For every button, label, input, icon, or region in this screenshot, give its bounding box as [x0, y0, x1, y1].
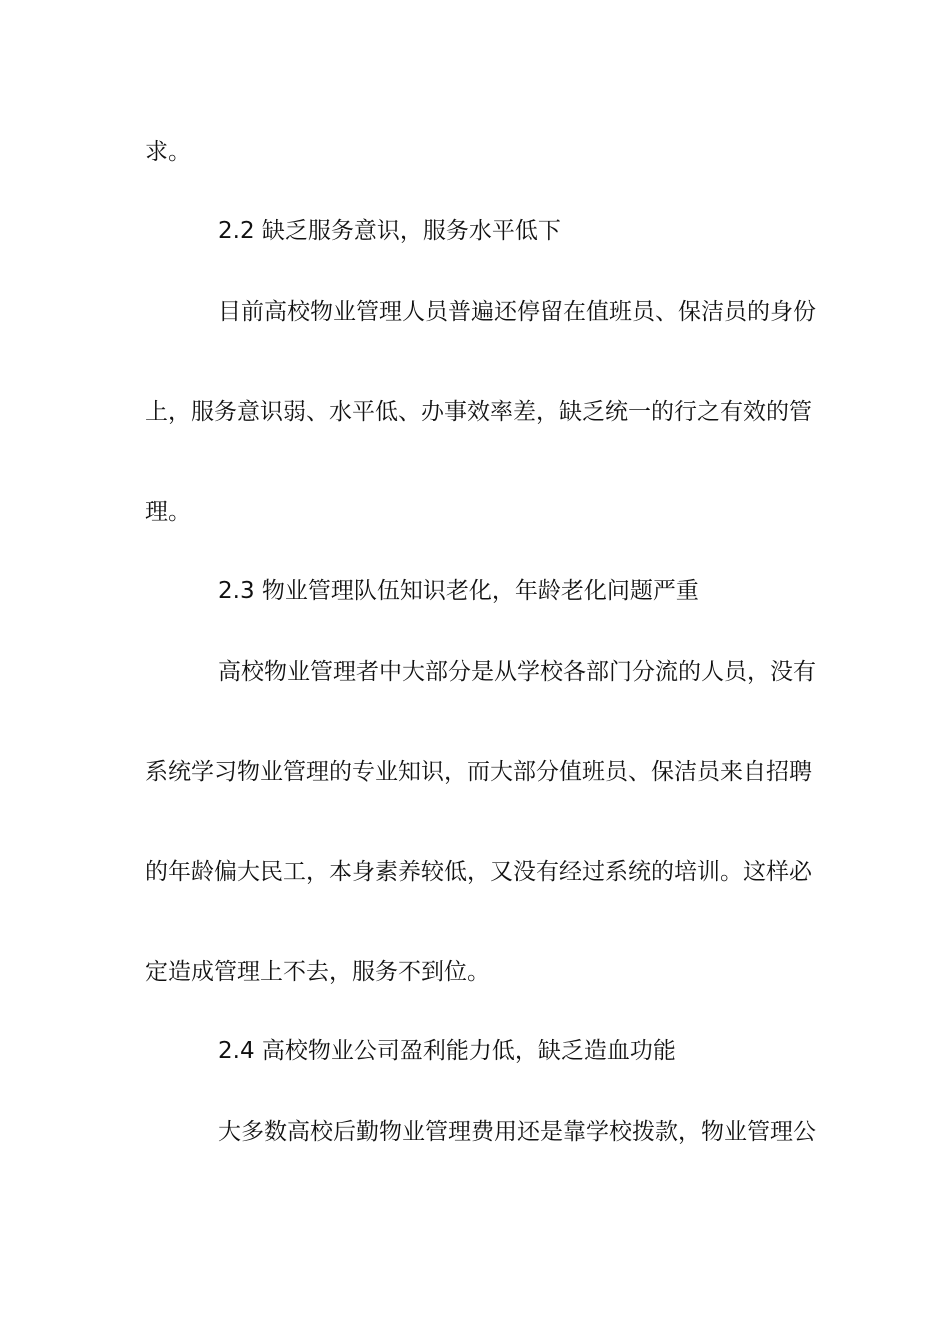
- paragraph-line: 高校物业管理者中大部分是从学校各部门分流的人员，没有: [218, 659, 816, 685]
- section-heading-2-2: 2.2 缺乏服务意识，服务水平低下: [218, 218, 561, 244]
- paragraph-end-line: 定造成管理上不去，服务不到位。: [145, 959, 490, 985]
- paragraph-end-line: 求。: [145, 139, 191, 165]
- section-heading-2-4: 2.4 高校物业公司盈利能力低，缺乏造血功能: [218, 1038, 676, 1064]
- paragraph-line: 系统学习物业管理的专业知识，而大部分值班员、保洁员来自招聘: [145, 759, 812, 785]
- section-heading-2-3: 2.3 物业管理队伍知识老化，年龄老化问题严重: [218, 578, 699, 604]
- paragraph-end-line: 理。: [145, 499, 191, 525]
- paragraph-line: 目前高校物业管理人员普遍还停留在值班员、保洁员的身份: [218, 299, 816, 325]
- paragraph-line: 的年龄偏大民工，本身素养较低，又没有经过系统的培训。这样必: [145, 859, 812, 885]
- paragraph-line: 大多数高校后勤物业管理费用还是靠学校拨款，物业管理公: [218, 1119, 816, 1145]
- paragraph-line: 上，服务意识弱、水平低、办事效率差，缺乏统一的行之有效的管: [145, 399, 812, 425]
